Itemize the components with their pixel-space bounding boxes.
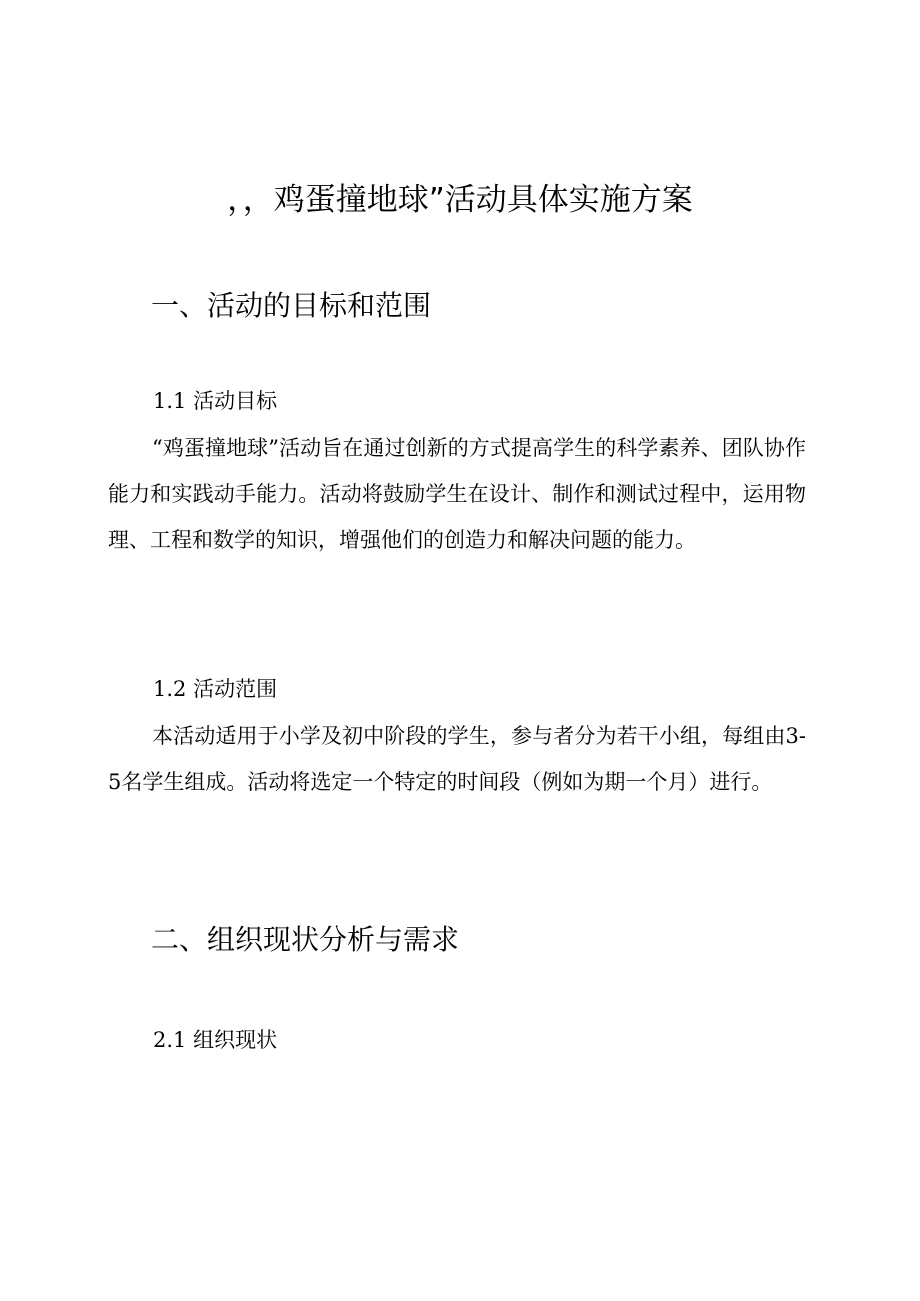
- section-heading-1: 一、活动的目标和范围: [151, 289, 432, 322]
- document-title: ，，鸡蛋撞地球”活动具体实施方案: [227, 182, 693, 218]
- subsection-heading-1-2: 1.2 活动范围: [153, 677, 278, 701]
- subsection-heading-2-1: 2.1 组织现状: [153, 1028, 278, 1052]
- paragraph-activity-scope: 本活动适用于小学及初中阶段的学生，参与者分为若干小组，每组由3-5名学生组成。活动将选定一个特定的时间段（例如为期一个月）进行。: [108, 724, 806, 794]
- section-heading-2: 二、组织现状分析与需求: [151, 923, 460, 956]
- subsection-heading-1-1: 1.1 活动目标: [153, 389, 278, 413]
- paragraph-activity-goal: “鸡蛋撞地球”活动旨在通过创新的方式提高学生的科学素养、团队协作能力和实践动手能力。活动将鼓励学生在设计、制作和测试过程中，运用物理、工程和数学的知识，增强他们的创造力和解决问题的能力。: [108, 436, 806, 552]
